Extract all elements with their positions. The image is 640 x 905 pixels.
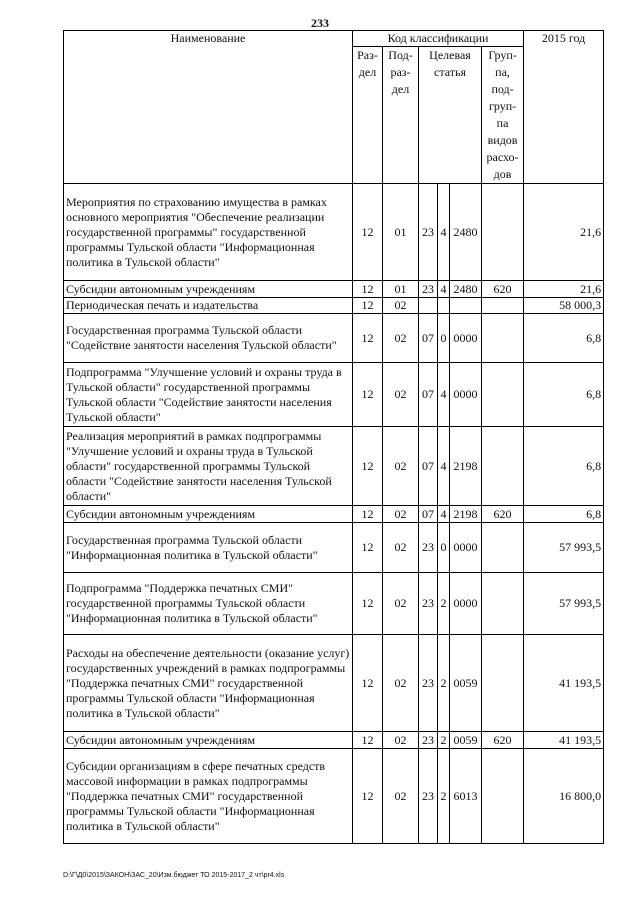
header-group: Груп-па, под-груп-па видов расхо-дов xyxy=(482,47,524,184)
row-name: Субсидии автономным учреждениям xyxy=(64,506,353,523)
row-amount: 6,8 xyxy=(524,363,604,427)
row-podrazdel: 02 xyxy=(383,573,419,635)
row-target-subprogram: 4 xyxy=(438,427,450,506)
row-razdel: 12 xyxy=(353,523,383,573)
row-target-subprogram xyxy=(438,298,450,314)
row-podrazdel: 02 xyxy=(383,363,419,427)
row-amount: 41 193,5 xyxy=(524,732,604,749)
row-name: Реализация мероприятий в рамках подпрограммы "Улучшение условий и охраны труда в Тульской области" государственной программы Тульской области "Содействие занятости населения Тульской области" xyxy=(64,427,353,506)
row-amount: 6,8 xyxy=(524,427,604,506)
row-expense-group xyxy=(482,523,524,573)
row-podrazdel: 02 xyxy=(383,635,419,732)
row-target-subprogram: 4 xyxy=(438,184,450,281)
row-target-direction: 0059 xyxy=(450,635,482,732)
row-target-program: 23 xyxy=(419,281,438,298)
row-target-program: 07 xyxy=(419,506,438,523)
row-expense-group xyxy=(482,298,524,314)
row-amount: 57 993,5 xyxy=(524,523,604,573)
table-row xyxy=(64,523,604,573)
row-podrazdel: 02 xyxy=(383,523,419,573)
row-expense-group xyxy=(482,314,524,363)
row-podrazdel: 02 xyxy=(383,298,419,314)
row-name: Субсидии автономным учреждениям xyxy=(64,281,353,298)
table-row xyxy=(64,281,604,298)
row-name: Мероприятия по страхованию имущества в рамках основного мероприятия "Обеспечение реализации государственной программы" государственной программы Тульской области "Информационная политика в Тульской области" xyxy=(64,184,353,281)
row-expense-group: 620 xyxy=(482,732,524,749)
table-row xyxy=(64,314,604,363)
table-row xyxy=(64,749,604,844)
row-target-program xyxy=(419,298,438,314)
row-target-subprogram: 2 xyxy=(438,749,450,844)
row-razdel: 12 xyxy=(353,281,383,298)
row-razdel: 12 xyxy=(353,184,383,281)
row-target-direction: 6013 xyxy=(450,749,482,844)
row-target-direction xyxy=(450,298,482,314)
row-name: Государственная программа Тульской области "Информационная политика в Тульской области" xyxy=(64,523,353,573)
row-razdel: 12 xyxy=(353,635,383,732)
header-podrazdel: Под-раз-дел xyxy=(383,47,419,184)
header-classification: Код классификации xyxy=(353,31,524,47)
row-target-direction: 2198 xyxy=(450,506,482,523)
row-amount: 57 993,5 xyxy=(524,573,604,635)
row-podrazdel: 02 xyxy=(383,427,419,506)
table-row xyxy=(64,184,604,281)
row-target-subprogram: 4 xyxy=(438,281,450,298)
row-razdel: 12 xyxy=(353,298,383,314)
row-target-subprogram: 0 xyxy=(438,523,450,573)
table-row xyxy=(64,427,604,506)
row-target-program: 23 xyxy=(419,523,438,573)
row-name: Субсидии организациям в сфере печатных средств массовой информации в рамках подпрограммы "Поддержка печатных СМИ" государственной программы Тульской области "Информационная политика в Тульской области" xyxy=(64,749,353,844)
row-amount: 41 193,5 xyxy=(524,635,604,732)
table-row xyxy=(64,363,604,427)
row-amount: 21,6 xyxy=(524,281,604,298)
row-name: Субсидии автономным учреждениям xyxy=(64,732,353,749)
table-row xyxy=(64,732,604,749)
row-target-program: 23 xyxy=(419,184,438,281)
row-target-program: 23 xyxy=(419,732,438,749)
header-razdel: Раз-дел xyxy=(353,47,383,184)
row-expense-group xyxy=(482,749,524,844)
row-target-direction: 2480 xyxy=(450,184,482,281)
row-razdel: 12 xyxy=(353,573,383,635)
row-target-program: 23 xyxy=(419,749,438,844)
page-number: 233 xyxy=(311,16,329,30)
row-target-program: 23 xyxy=(419,573,438,635)
row-name: Периодическая печать и издательства xyxy=(64,298,353,314)
row-name: Подпрограмма "Поддержка печатных СМИ" государственной программы Тульской области "Информационная политика в Тульской области" xyxy=(64,573,353,635)
row-target-program: 07 xyxy=(419,363,438,427)
header-year: 2015 год xyxy=(524,31,604,184)
row-amount: 16 800,0 xyxy=(524,749,604,844)
row-target-direction: 0059 xyxy=(450,732,482,749)
table-row xyxy=(64,506,604,523)
row-expense-group xyxy=(482,635,524,732)
row-podrazdel: 02 xyxy=(383,732,419,749)
file-path-footer: D:\Г\Д0\2015\ЗАКОН\ЗАС_20\Изм.бюджет ТО 2015-2017_2 чт\pr4.xls xyxy=(63,872,285,879)
row-expense-group xyxy=(482,363,524,427)
row-amount: 6,8 xyxy=(524,314,604,363)
row-target-subprogram: 2 xyxy=(438,732,450,749)
row-amount: 6,8 xyxy=(524,506,604,523)
row-target-subprogram: 4 xyxy=(438,363,450,427)
row-podrazdel: 01 xyxy=(383,184,419,281)
row-target-direction: 0000 xyxy=(450,363,482,427)
row-podrazdel: 02 xyxy=(383,506,419,523)
row-amount: 21,6 xyxy=(524,184,604,281)
row-razdel: 12 xyxy=(353,314,383,363)
row-target-direction: 2480 xyxy=(450,281,482,298)
row-target-program: 07 xyxy=(419,314,438,363)
row-name: Расходы на обеспечение деятельности (оказание услуг) государственных учреждений в рамках подпрограммы "Поддержка печатных СМИ" государственной программы Тульской области "Информационная политика в Тульской области" xyxy=(64,635,353,732)
row-expense-group xyxy=(482,427,524,506)
row-target-subprogram: 0 xyxy=(438,314,450,363)
row-podrazdel: 01 xyxy=(383,281,419,298)
row-expense-group xyxy=(482,184,524,281)
row-target-direction: 0000 xyxy=(450,314,482,363)
header-target: Целевая статья xyxy=(419,47,482,184)
row-podrazdel: 02 xyxy=(383,314,419,363)
row-razdel: 12 xyxy=(353,427,383,506)
row-expense-group xyxy=(482,573,524,635)
row-podrazdel: 02 xyxy=(383,749,419,844)
budget-table xyxy=(63,30,604,844)
row-expense-group: 620 xyxy=(482,506,524,523)
row-target-program: 23 xyxy=(419,635,438,732)
row-target-subprogram: 4 xyxy=(438,506,450,523)
row-razdel: 12 xyxy=(353,363,383,427)
row-target-direction: 0000 xyxy=(450,573,482,635)
row-target-subprogram: 2 xyxy=(438,635,450,732)
row-target-direction: 0000 xyxy=(450,523,482,573)
row-amount: 58 000,3 xyxy=(524,298,604,314)
table-row xyxy=(64,298,604,314)
row-name: Государственная программа Тульской области "Содействие занятости населения Тульской области" xyxy=(64,314,353,363)
row-expense-group: 620 xyxy=(482,281,524,298)
table-row xyxy=(64,573,604,635)
table-row xyxy=(64,635,604,732)
row-razdel: 12 xyxy=(353,732,383,749)
row-razdel: 12 xyxy=(353,749,383,844)
row-name: Подпрограмма "Улучшение условий и охраны труда в Тульской области" государственной программы Тульской области "Содействие занятости населения Тульской области" xyxy=(64,363,353,427)
row-target-direction: 2198 xyxy=(450,427,482,506)
row-target-subprogram: 2 xyxy=(438,573,450,635)
header-name: Наименование xyxy=(64,31,353,184)
row-razdel: 12 xyxy=(353,506,383,523)
row-target-program: 07 xyxy=(419,427,438,506)
